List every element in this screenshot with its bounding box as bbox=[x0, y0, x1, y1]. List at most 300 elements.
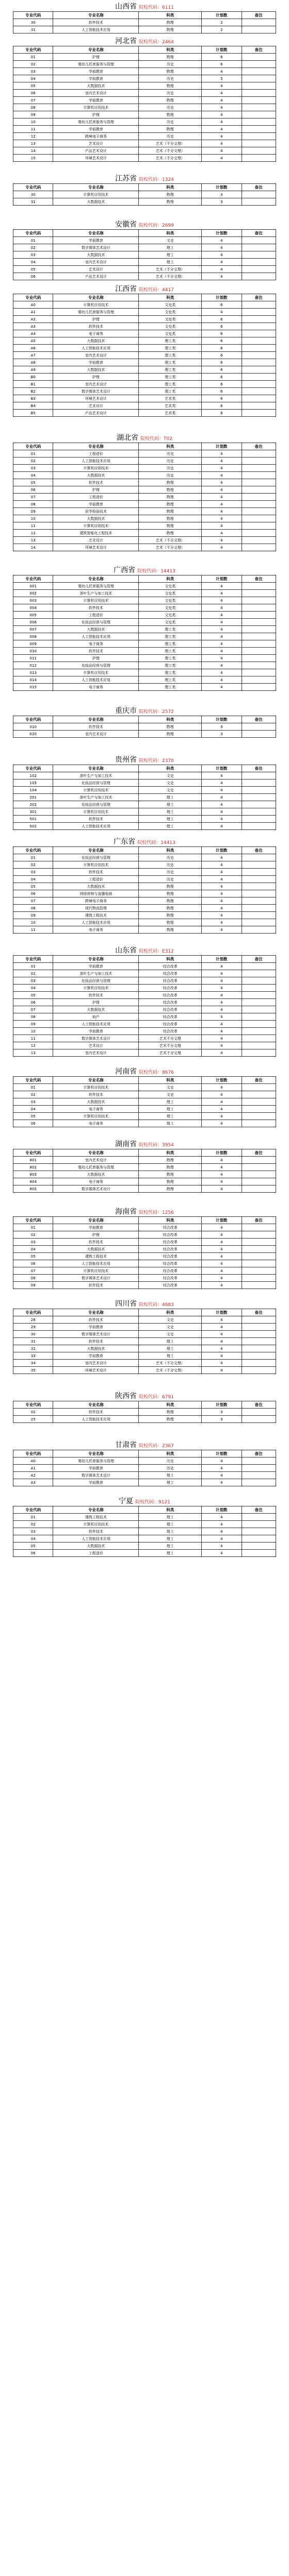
column-header: 专业代码 bbox=[13, 46, 53, 54]
note-cell bbox=[242, 1013, 276, 1021]
column-header: 备注 bbox=[242, 1217, 276, 1224]
school-code: 院校代码：8676 bbox=[139, 1070, 174, 1075]
plan-table bbox=[13, 716, 276, 738]
table-row bbox=[13, 530, 276, 537]
note-cell bbox=[242, 395, 276, 402]
province-name: 湖北省 bbox=[117, 434, 139, 442]
school-code: 院校代码：6111 bbox=[139, 5, 174, 10]
subject-cell: 理工 bbox=[139, 823, 202, 830]
column-header: 科类 bbox=[139, 956, 202, 963]
table-row bbox=[13, 779, 276, 787]
column-header: 备注 bbox=[242, 1077, 276, 1084]
column-header: 专业名称 bbox=[53, 716, 139, 723]
major-code-cell: 25 bbox=[13, 1416, 53, 1423]
major-name-cell: 电子商务 bbox=[53, 1178, 139, 1185]
major-name-cell: 数字媒体艺术设计 bbox=[53, 1035, 139, 1042]
table-row bbox=[13, 1528, 276, 1535]
plan-count-cell: 4 bbox=[202, 118, 242, 126]
subject-cell: 综合改革 bbox=[139, 1231, 202, 1239]
section-title bbox=[0, 1140, 289, 1149]
subject-cell: 理工 bbox=[139, 801, 202, 808]
plan-count-cell: 4 bbox=[202, 309, 242, 316]
plan-count-cell: 4 bbox=[202, 1535, 242, 1543]
note-cell bbox=[242, 381, 276, 388]
major-code-cell: 06 bbox=[13, 890, 53, 897]
table-row bbox=[13, 808, 276, 816]
subject-cell: 物理 bbox=[139, 912, 202, 919]
table-header-row bbox=[13, 230, 276, 237]
section-title bbox=[0, 2, 289, 11]
major-name-cell: 人工智能技术应用 bbox=[53, 676, 139, 684]
note-cell bbox=[242, 374, 276, 381]
plan-count-cell: 4 bbox=[202, 530, 242, 537]
table-header-row bbox=[13, 956, 276, 963]
province-section bbox=[0, 433, 289, 551]
note-cell bbox=[242, 1035, 276, 1042]
subject-cell: 理工类 bbox=[139, 676, 202, 684]
note-cell bbox=[242, 472, 276, 479]
plan-count-cell: 4 bbox=[202, 90, 242, 97]
column-header: 备注 bbox=[242, 443, 276, 450]
major-code-cell: 007 bbox=[13, 626, 53, 633]
major-code-cell: 802 bbox=[13, 1164, 53, 1171]
major-name-cell: 计算机应用技术 bbox=[53, 465, 139, 472]
note-cell bbox=[242, 723, 276, 731]
column-header: 计划数 bbox=[202, 1149, 242, 1157]
major-name-cell: 计算机应用技术 bbox=[53, 1267, 139, 1275]
section-title bbox=[0, 284, 289, 294]
table-row bbox=[13, 1035, 276, 1042]
plan-count-cell: 2 bbox=[202, 19, 242, 26]
major-name-cell: 工程造价 bbox=[53, 494, 139, 501]
section-title bbox=[0, 1207, 289, 1216]
subject-cell: 综合改革 bbox=[139, 1006, 202, 1013]
major-code-cell: 05 bbox=[13, 1113, 53, 1120]
subject-cell: 历史 bbox=[139, 118, 202, 126]
major-code-cell: 09 bbox=[13, 111, 53, 118]
major-name-cell: 学前教育 bbox=[53, 1224, 139, 1231]
note-cell bbox=[242, 970, 276, 977]
column-header: 专业名称 bbox=[53, 1450, 139, 1458]
note-cell bbox=[242, 104, 276, 111]
note-cell bbox=[242, 905, 276, 912]
major-code-cell: 01 bbox=[13, 963, 53, 970]
major-name-cell: 大数据技术 bbox=[53, 82, 139, 90]
column-header: 专业代码 bbox=[13, 575, 53, 583]
plan-count-cell: 6 bbox=[202, 345, 242, 352]
major-code-cell: 07 bbox=[13, 1267, 53, 1275]
plan-count-cell: 4 bbox=[202, 999, 242, 1006]
subject-cell: 物理 bbox=[139, 494, 202, 501]
section-title bbox=[0, 1299, 289, 1309]
plan-count-cell: 4 bbox=[202, 1106, 242, 1113]
column-header: 计划数 bbox=[202, 12, 242, 19]
subject-cell: 文史类 bbox=[139, 604, 202, 612]
column-header: 专业代码 bbox=[13, 1149, 53, 1157]
subject-cell: 物理 bbox=[139, 926, 202, 934]
column-header: 计划数 bbox=[202, 765, 242, 772]
note-cell bbox=[242, 1164, 276, 1171]
section-title bbox=[0, 1440, 289, 1450]
major-code-cell: A6 bbox=[13, 345, 53, 352]
plan-table bbox=[13, 1450, 276, 1486]
table-row bbox=[13, 816, 276, 823]
column-header: 专业代码 bbox=[13, 184, 53, 191]
table-row bbox=[13, 1042, 276, 1049]
table-row bbox=[13, 648, 276, 655]
plan-count-cell: 4 bbox=[202, 1185, 242, 1193]
table-row bbox=[13, 633, 276, 640]
major-code-cell: 02 bbox=[13, 244, 53, 251]
table-row bbox=[13, 1316, 276, 1324]
column-header: 专业名称 bbox=[53, 12, 139, 19]
note-cell bbox=[242, 1021, 276, 1028]
plan-count-cell: 6 bbox=[202, 301, 242, 309]
major-code-cell: 013 bbox=[13, 669, 53, 676]
plan-count-cell: 4 bbox=[202, 1360, 242, 1367]
major-name-cell: 学前教育 bbox=[53, 126, 139, 133]
subject-cell: 理工 bbox=[139, 1113, 202, 1120]
major-name-cell: 婴幼儿托育服务与管理 bbox=[53, 61, 139, 68]
section-title bbox=[0, 1497, 289, 1506]
subject-cell: 物理 bbox=[139, 191, 202, 198]
subject-cell: 历史 bbox=[139, 869, 202, 876]
table-row bbox=[13, 684, 276, 691]
section-title bbox=[0, 706, 289, 716]
table-row bbox=[13, 1324, 276, 1331]
table-row bbox=[13, 309, 276, 316]
major-code-cell: 14 bbox=[13, 544, 53, 551]
subject-cell: 历史 bbox=[139, 465, 202, 472]
note-cell bbox=[242, 1042, 276, 1049]
major-code-cell: 11 bbox=[13, 522, 53, 530]
subject-cell: 综合改革 bbox=[139, 963, 202, 970]
plan-count-cell: 4 bbox=[202, 1028, 242, 1035]
note-cell bbox=[242, 1006, 276, 1013]
plan-count-cell: 4 bbox=[202, 104, 242, 111]
plan-table bbox=[13, 575, 276, 691]
plan-count-cell: 4 bbox=[202, 883, 242, 890]
note-cell bbox=[242, 1185, 276, 1193]
major-code-cell: 006 bbox=[13, 619, 53, 626]
table-row bbox=[13, 1345, 276, 1352]
table-row bbox=[13, 1338, 276, 1345]
plan-count-cell: 4 bbox=[202, 779, 242, 787]
plan-count-cell: 4 bbox=[202, 479, 242, 486]
table-row bbox=[13, 508, 276, 515]
major-name-cell: 人工智能技术应用 bbox=[53, 26, 139, 33]
plan-count-cell: 4 bbox=[202, 787, 242, 794]
province-name: 广西省 bbox=[114, 566, 136, 574]
note-cell bbox=[242, 626, 276, 633]
note-cell bbox=[242, 237, 276, 244]
note-cell bbox=[242, 133, 276, 140]
subject-cell: 理工类 bbox=[139, 366, 202, 374]
subject-cell: 物理 bbox=[139, 26, 202, 33]
major-name-cell: 数字媒体艺术设计 bbox=[53, 388, 139, 395]
major-name-cell: 人工智能技术应用 bbox=[53, 823, 139, 830]
subject-cell: 文史类 bbox=[139, 597, 202, 604]
subject-cell: 文史类 bbox=[139, 316, 202, 323]
plan-count-cell: 4 bbox=[202, 515, 242, 522]
major-code-cell: 31 bbox=[13, 198, 53, 206]
major-code-cell: 02 bbox=[13, 861, 53, 869]
column-header: 计划数 bbox=[202, 847, 242, 854]
plan-count-cell: 4 bbox=[202, 237, 242, 244]
subject-cell: 物理 bbox=[139, 530, 202, 537]
column-header: 备注 bbox=[242, 847, 276, 854]
note-cell bbox=[242, 1465, 276, 1472]
major-name-cell: 工程造价 bbox=[53, 1550, 139, 1557]
subject-cell: 物理 bbox=[139, 897, 202, 905]
table-row bbox=[13, 352, 276, 359]
major-code-cell: 13 bbox=[13, 140, 53, 147]
major-code-cell: 801 bbox=[13, 1157, 53, 1164]
province-section bbox=[0, 837, 289, 934]
major-name-cell: 化妆品经营与管理 bbox=[53, 779, 139, 787]
major-name-cell: 婴幼儿托育服务与管理 bbox=[53, 1164, 139, 1171]
table-row bbox=[13, 801, 276, 808]
table-row bbox=[13, 1006, 276, 1013]
subject-cell: 文史 bbox=[139, 779, 202, 787]
note-cell bbox=[242, 118, 276, 126]
section-title bbox=[0, 566, 289, 575]
table-row bbox=[13, 82, 276, 90]
subject-cell: 历史 bbox=[139, 1465, 202, 1472]
plan-count-cell: 6 bbox=[202, 374, 242, 381]
subject-cell: 艺术（不分文理） bbox=[139, 147, 202, 155]
subject-cell: 文史类 bbox=[139, 583, 202, 590]
major-code-cell: 33 bbox=[13, 1352, 53, 1360]
column-header: 专业名称 bbox=[53, 1309, 139, 1316]
subject-cell: 物理 bbox=[139, 479, 202, 486]
subject-cell: 文史 bbox=[139, 1324, 202, 1331]
major-name-cell: 电子商务 bbox=[53, 330, 139, 337]
note-cell bbox=[242, 977, 276, 985]
note-cell bbox=[242, 985, 276, 992]
plan-count-cell: 4 bbox=[202, 111, 242, 118]
table-row bbox=[13, 266, 276, 273]
major-code-cell: 08 bbox=[13, 104, 53, 111]
major-name-cell: 软件技术 bbox=[53, 1409, 139, 1416]
province-name: 重庆市 bbox=[115, 707, 137, 715]
subject-cell: 艺术不分文理 bbox=[139, 1049, 202, 1057]
major-name-cell: 护理 bbox=[53, 374, 139, 381]
subject-cell: 文史类 bbox=[139, 330, 202, 337]
plan-count-cell: 4 bbox=[202, 1521, 242, 1528]
table-row bbox=[13, 68, 276, 75]
major-name-cell: 人工智能技术应用 bbox=[53, 1021, 139, 1028]
plan-count-cell: 4 bbox=[202, 97, 242, 104]
table-row bbox=[13, 259, 276, 266]
major-name-cell: 计算机应用技术 bbox=[53, 1521, 139, 1528]
school-code: 院校代码：14413 bbox=[137, 569, 175, 574]
table-row bbox=[13, 345, 276, 352]
major-code-cell: 08 bbox=[13, 905, 53, 912]
plan-count-cell: 4 bbox=[202, 823, 242, 830]
subject-cell: 理工 bbox=[139, 1535, 202, 1543]
subject-cell: 综合改革 bbox=[139, 999, 202, 1006]
subject-cell: 综合改革 bbox=[139, 1239, 202, 1246]
major-code-cell: 05 bbox=[13, 82, 53, 90]
major-code-cell: 01 bbox=[13, 237, 53, 244]
major-name-cell: 大数据技术 bbox=[53, 198, 139, 206]
table-row bbox=[13, 905, 276, 912]
major-code-cell: 03 bbox=[13, 1239, 53, 1246]
major-name-cell: 大数据技术 bbox=[53, 1171, 139, 1178]
column-header: 科类 bbox=[139, 1217, 202, 1224]
subject-cell: 理工 bbox=[139, 1550, 202, 1557]
table-header-row bbox=[13, 1506, 276, 1514]
table-row bbox=[13, 655, 276, 662]
major-code-cell: 02 bbox=[13, 1521, 53, 1528]
subject-cell: 艺术（不分文理） bbox=[139, 544, 202, 551]
note-cell bbox=[242, 854, 276, 861]
plan-count-cell: 4 bbox=[202, 662, 242, 669]
subject-cell: 物理 bbox=[139, 515, 202, 522]
table-row bbox=[13, 501, 276, 508]
subject-cell: 艺术（不分文理） bbox=[139, 537, 202, 544]
table-row bbox=[13, 494, 276, 501]
major-code-cell: 803 bbox=[13, 1171, 53, 1178]
major-name-cell: 护理 bbox=[53, 655, 139, 662]
subject-cell: 文史类 bbox=[139, 619, 202, 626]
note-cell bbox=[242, 1352, 276, 1360]
major-name-cell: 护理 bbox=[53, 1231, 139, 1239]
major-code-cell: A2 bbox=[13, 1472, 53, 1479]
table-row bbox=[13, 1120, 276, 1127]
major-name-cell: 室内艺术设计 bbox=[53, 1049, 139, 1057]
subject-cell: 综合改革 bbox=[139, 985, 202, 992]
plan-count-cell: 4 bbox=[202, 1013, 242, 1021]
table-row bbox=[13, 1231, 276, 1239]
major-code-cell: 014 bbox=[13, 676, 53, 684]
table-row bbox=[13, 126, 276, 133]
plan-count-cell: 4 bbox=[202, 1246, 242, 1253]
table-row bbox=[13, 118, 276, 126]
column-header: 专业名称 bbox=[53, 847, 139, 854]
table-row bbox=[13, 61, 276, 68]
major-code-cell: 10 bbox=[13, 118, 53, 126]
plan-count-cell: 4 bbox=[202, 1345, 242, 1352]
plan-count-cell: 4 bbox=[202, 1316, 242, 1324]
major-name-cell: 环境艺术设计 bbox=[53, 544, 139, 551]
plan-count-cell: 4 bbox=[202, 155, 242, 162]
note-cell bbox=[242, 410, 276, 417]
note-cell bbox=[242, 1084, 276, 1091]
note-cell bbox=[242, 590, 276, 597]
plan-count-cell: 4 bbox=[202, 1224, 242, 1231]
major-code-cell: 009 bbox=[13, 640, 53, 648]
table-header-row bbox=[13, 294, 276, 301]
major-name-cell: 软件技术 bbox=[53, 604, 139, 612]
note-cell bbox=[242, 648, 276, 655]
major-name-cell: 软件技术 bbox=[53, 1338, 139, 1345]
plan-count-cell: 4 bbox=[202, 1528, 242, 1535]
section-title bbox=[0, 837, 289, 846]
plan-count-cell: 4 bbox=[202, 1472, 242, 1479]
subject-cell: 文史 bbox=[139, 1316, 202, 1324]
note-cell bbox=[242, 1267, 276, 1275]
table-row bbox=[13, 977, 276, 985]
note-cell bbox=[242, 486, 276, 494]
subject-cell: 物理 bbox=[139, 1416, 202, 1423]
note-cell bbox=[242, 515, 276, 522]
major-code-cell: 15 bbox=[13, 155, 53, 162]
note-cell bbox=[242, 992, 276, 999]
major-code-cell: 201 bbox=[13, 794, 53, 801]
plan-count-cell: 4 bbox=[202, 919, 242, 926]
note-cell bbox=[242, 450, 276, 457]
major-name-cell: 大数据技术 bbox=[53, 1098, 139, 1106]
province-name: 河南省 bbox=[115, 1067, 137, 1076]
province-name: 河北省 bbox=[115, 37, 137, 45]
table-row bbox=[13, 1113, 276, 1120]
subject-cell: 理工 bbox=[139, 251, 202, 259]
note-cell bbox=[242, 1550, 276, 1557]
subject-cell: 物理 bbox=[139, 1178, 202, 1185]
table-row bbox=[13, 1521, 276, 1528]
table-row bbox=[13, 1084, 276, 1091]
note-cell bbox=[242, 352, 276, 359]
major-name-cell: 人工智能技术应用 bbox=[53, 345, 139, 352]
plan-table bbox=[13, 11, 276, 33]
major-name-cell: 软件技术 bbox=[53, 1316, 139, 1324]
section-title bbox=[0, 1392, 289, 1401]
note-cell bbox=[242, 1345, 276, 1352]
province-name: 广东省 bbox=[114, 838, 136, 846]
plan-count-cell: 4 bbox=[202, 140, 242, 147]
subject-cell: 理工 bbox=[139, 1528, 202, 1535]
major-name-cell: 室内艺术设计 bbox=[53, 259, 139, 266]
note-cell bbox=[242, 1331, 276, 1338]
plan-count-cell: 4 bbox=[202, 1231, 242, 1239]
major-name-cell: 婴幼儿托育服务与管理 bbox=[53, 1458, 139, 1465]
note-cell bbox=[242, 583, 276, 590]
table-row bbox=[13, 619, 276, 626]
plan-count-cell: 4 bbox=[202, 472, 242, 479]
major-name-cell: 软件技术 bbox=[53, 1091, 139, 1098]
table-row bbox=[13, 90, 276, 97]
note-cell bbox=[242, 1028, 276, 1035]
major-code-cell: A7 bbox=[13, 352, 53, 359]
table-row bbox=[13, 1098, 276, 1106]
plan-count-cell: 4 bbox=[202, 501, 242, 508]
subject-cell: 历史 bbox=[139, 457, 202, 465]
plan-count-cell: 4 bbox=[202, 1035, 242, 1042]
column-header: 备注 bbox=[242, 765, 276, 772]
table-header-row bbox=[13, 1077, 276, 1084]
table-row bbox=[13, 244, 276, 251]
major-name-cell: 学前教育 bbox=[53, 97, 139, 104]
major-name-cell: 学前教育 bbox=[53, 1465, 139, 1472]
major-code-cell: B5 bbox=[13, 410, 53, 417]
table-row bbox=[13, 1013, 276, 1021]
note-cell bbox=[242, 1543, 276, 1550]
plan-count-cell: 4 bbox=[202, 465, 242, 472]
major-code-cell: 05 bbox=[13, 883, 53, 890]
table-row bbox=[13, 359, 276, 366]
table-row bbox=[13, 537, 276, 544]
major-name-cell: 艺术设计 bbox=[53, 266, 139, 273]
major-code-cell: A1 bbox=[13, 1465, 53, 1472]
major-code-cell: 11 bbox=[13, 126, 53, 133]
plan-count-cell: 3 bbox=[202, 731, 242, 738]
subject-cell: 物理 bbox=[139, 890, 202, 897]
column-header: 计划数 bbox=[202, 230, 242, 237]
plan-count-cell: 5 bbox=[202, 75, 242, 82]
subject-cell: 物理 bbox=[139, 82, 202, 90]
